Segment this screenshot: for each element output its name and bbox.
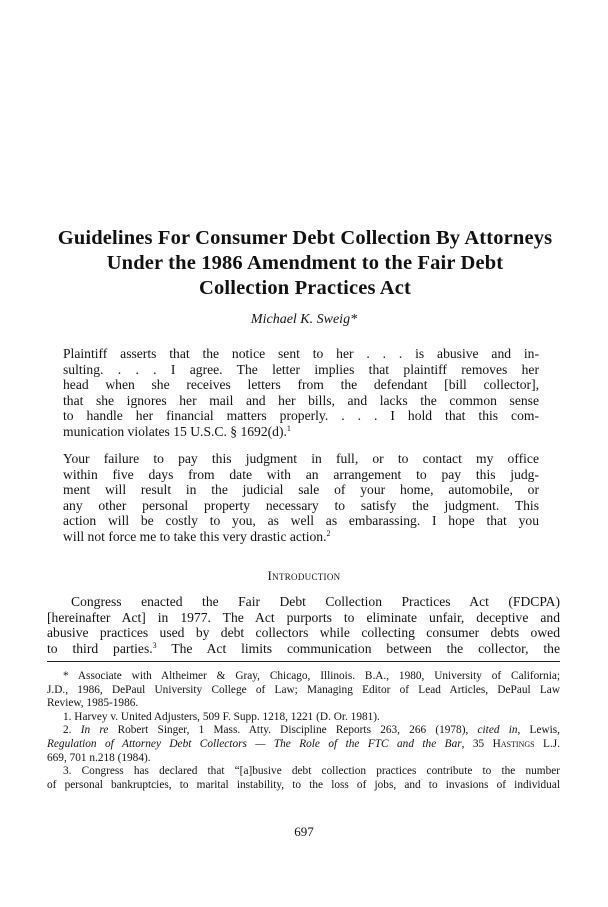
footnotes xyxy=(47,670,560,792)
quote-line-text: will not force me to take this very drastic action. xyxy=(63,528,327,544)
footnote-text: , 35 xyxy=(461,737,493,750)
footnote-1: 1. Harvey v. United Adjusters, 509 F. Supp. 1218, 1221 (D. Or. 1981). xyxy=(63,710,380,723)
footnote-divider xyxy=(47,661,560,662)
footnote-line: of personal bankruptcies, to marital instability, to the loss of jobs, and to invasions of individual xyxy=(47,778,560,791)
quote-line: head when she receives letters from the defendant [bill collector], xyxy=(63,377,539,392)
footnote-number: 2. xyxy=(63,724,72,737)
journal-name: Hastings L.J. xyxy=(492,737,560,750)
title-line: Under the 1986 Amendment to the Fair Debt xyxy=(106,252,504,274)
epigraph-quote-1 xyxy=(63,346,539,439)
quote-line: sulting. . . . I agree. The letter implies that plaintiff removes her xyxy=(63,361,539,377)
footnote-line: J.D., 1986, DePaul University College of Law; Managing Editor of Lead Articles, DePaul Law xyxy=(47,683,560,696)
body-line xyxy=(47,641,560,657)
article-title xyxy=(20,226,590,301)
quote-line: Your failure to pay this judgment in full, or to contact my office xyxy=(63,451,539,466)
footnote-ref[interactable]: 3 xyxy=(152,640,157,650)
epigraph-quote-2 xyxy=(63,451,539,544)
body-line: abusive practices used by debt collectors while collecting consumer debts owed xyxy=(47,625,560,640)
author-name: Michael K. Sweig xyxy=(250,312,351,327)
section-heading: Introduction xyxy=(267,568,341,583)
quote-line: that she ignores her mail and her bills, and lacks the common sense xyxy=(63,392,539,408)
quote-line: to handle her financial matters properly. . . . I hold that this com- xyxy=(63,408,539,423)
footnote-line: 669, 701 n.218 (1984). xyxy=(47,751,151,764)
quote-line: action will be costly to you, as well as embarassing. I hope that you xyxy=(63,513,539,528)
footnote-text: Associate with Altheimer & Gray, Chicago, Illinois. B.A., 1980, University of California; xyxy=(68,670,560,682)
footnote-3: 3. Congress has declared that “[a]busive debt collection practices contribute to the number xyxy=(63,765,560,778)
quote-line xyxy=(63,424,539,440)
footnote-italic: In re xyxy=(80,724,109,737)
body-paragraph xyxy=(47,594,560,656)
body-line: Congress enacted the Fair Debt Collection Practices Act (FDCPA) xyxy=(71,594,560,609)
footnote-star xyxy=(47,670,560,684)
author-byline xyxy=(0,312,608,328)
quote-line: ment will result in the judicial sale of your home, automobile, or xyxy=(63,482,539,497)
cited-article-title: Regulation of Attorney Debt Collectors — The Role of the FTC and the Bar xyxy=(47,737,462,750)
quote-line-text: munication violates 15 U.S.C. § 1692(d). xyxy=(63,423,287,439)
footnote-text: Robert Singer, 1 Mass. Atty. Discipline Reports 263, 266 (1978), xyxy=(108,724,478,737)
title-line: Collection Practices Act xyxy=(199,277,411,299)
body-line-text: to third parties. xyxy=(47,640,153,656)
quote-line: within five days from date with an arrangement to pay this judg- xyxy=(63,466,539,482)
footnote-line: Review, 1985-1986. xyxy=(47,697,139,710)
footnote-ref[interactable]: 2 xyxy=(326,528,331,538)
author-footnote-marker: * xyxy=(350,312,358,327)
body-line: [hereinafter Act] in 1977. The Act purports to eliminate unfair, deceptive and xyxy=(47,609,560,625)
title-line: Guidelines For Consumer Debt Collection By Attorneys xyxy=(57,227,553,249)
footnote-2 xyxy=(47,724,560,738)
quote-line: Plaintiff asserts that the notice sent to her . . . is abusive and in- xyxy=(63,346,539,361)
footnote-italic: cited in xyxy=(477,724,518,737)
page-number: 697 xyxy=(294,824,314,839)
footnote-ref[interactable]: 1 xyxy=(286,423,291,433)
body-line-text: The Act limits communication between the collector, the xyxy=(156,640,560,656)
footnote-line xyxy=(47,738,560,752)
quote-line: any other personal property necessary to satisfy the judgment. This xyxy=(63,497,539,513)
quote-line xyxy=(63,529,539,545)
footnote-marker: * xyxy=(63,670,69,682)
footnote-text: , Lewis, xyxy=(517,724,560,737)
